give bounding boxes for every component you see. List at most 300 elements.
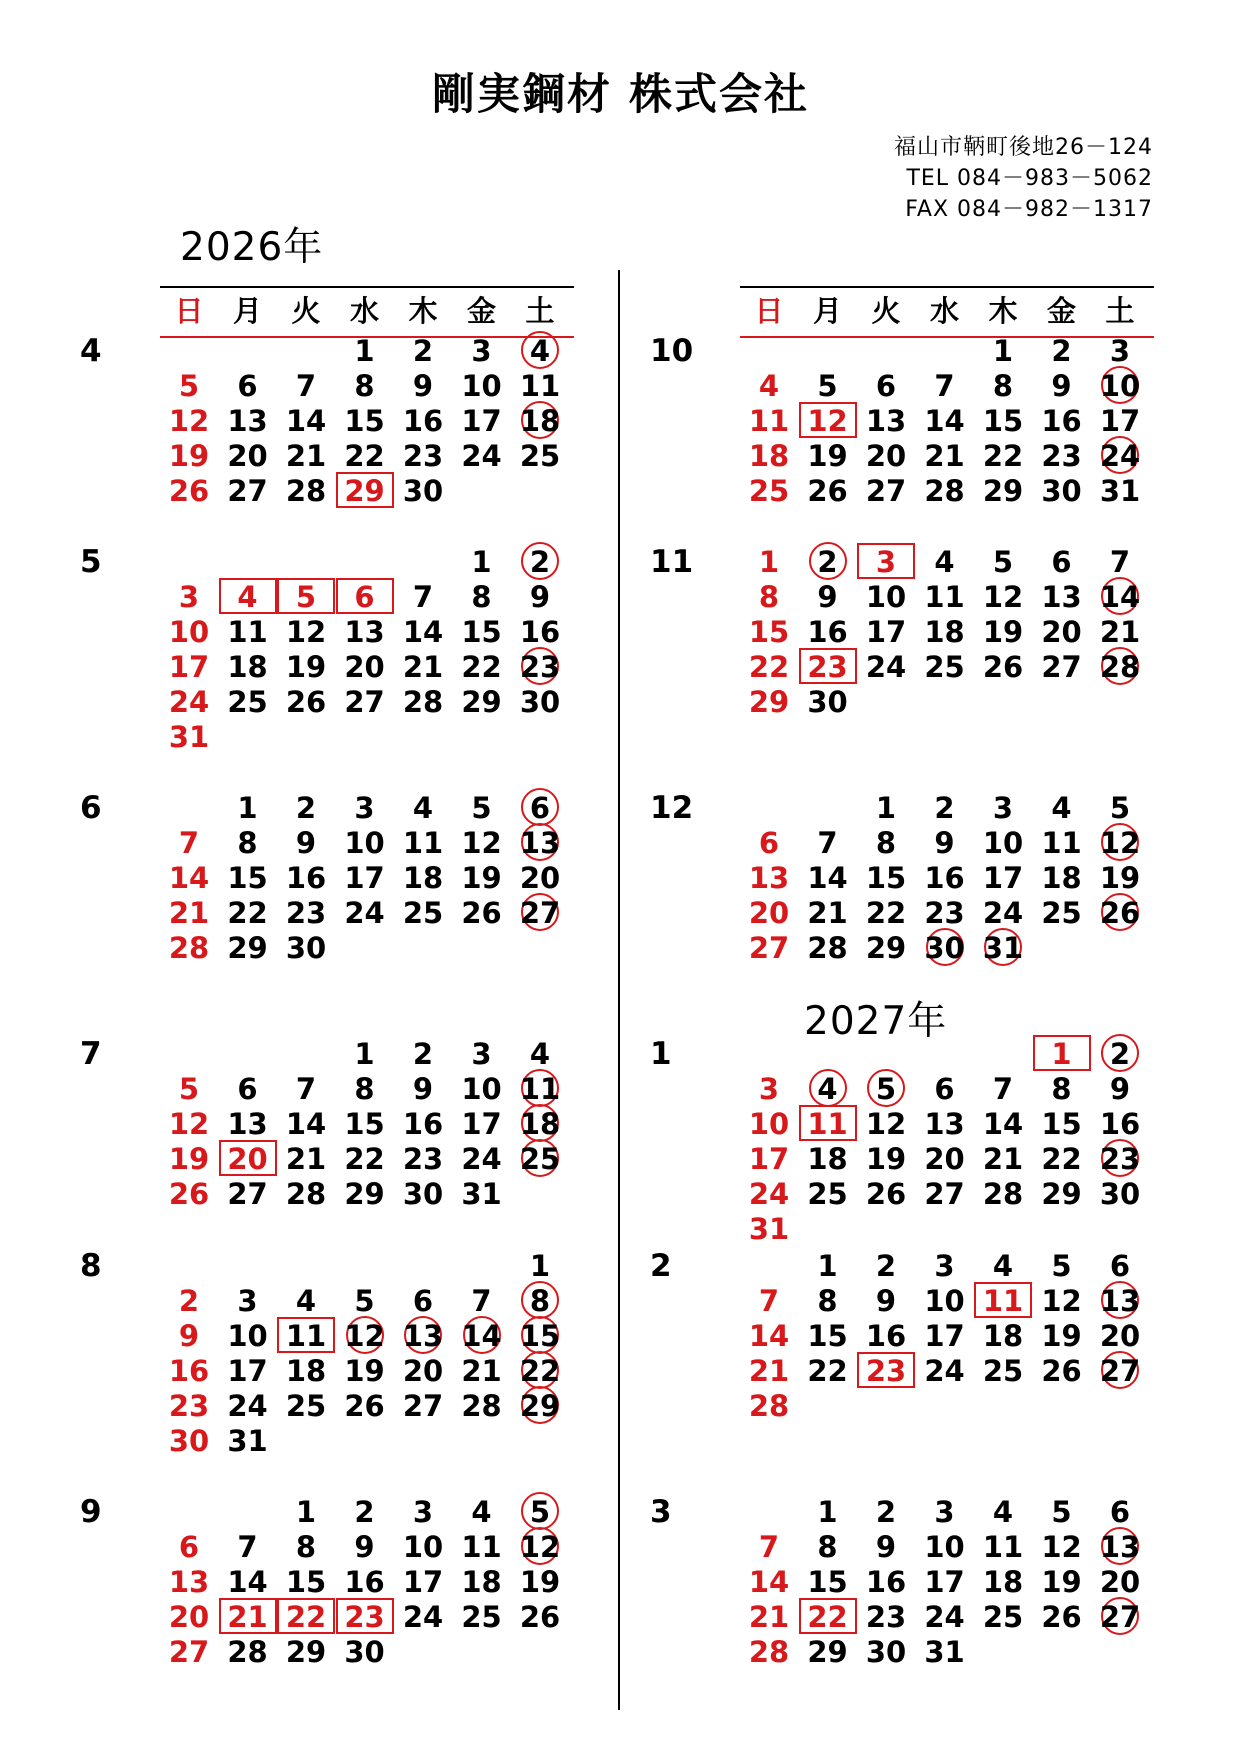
day-cell bbox=[740, 650, 798, 684]
day-cell bbox=[394, 580, 452, 614]
day-number: 10 bbox=[344, 826, 385, 860]
day-number: 21 bbox=[285, 1142, 327, 1176]
day-number: 24 bbox=[227, 1389, 268, 1423]
day-number: 14 bbox=[285, 404, 327, 438]
day-number: 1 bbox=[471, 545, 492, 579]
day-number: 9 bbox=[1109, 1072, 1131, 1106]
day-cell bbox=[336, 826, 394, 860]
day-cell bbox=[394, 439, 452, 473]
day-cell bbox=[511, 1249, 569, 1283]
day-cell bbox=[1091, 650, 1149, 684]
day-cell bbox=[974, 896, 1032, 930]
day-number: 14 bbox=[982, 1107, 1024, 1141]
day-number: 18 bbox=[1041, 861, 1082, 895]
day-cell bbox=[974, 404, 1032, 438]
day-cell bbox=[916, 931, 974, 965]
day-number: 8 bbox=[875, 826, 897, 860]
day-cell bbox=[857, 650, 915, 684]
day-cell bbox=[336, 334, 394, 368]
day-cell bbox=[160, 931, 218, 965]
day-number: 9 bbox=[934, 826, 955, 860]
day-cell bbox=[1033, 1249, 1091, 1283]
day-number: 8 bbox=[817, 1530, 838, 1564]
day-number: 10 bbox=[1099, 369, 1141, 403]
day-cell bbox=[916, 474, 974, 508]
day-cell bbox=[160, 826, 218, 860]
day-number: 26 bbox=[982, 650, 1024, 684]
day-number: 27 bbox=[1099, 1600, 1141, 1634]
day-number: 8 bbox=[529, 1284, 551, 1318]
day-cell bbox=[1091, 1072, 1149, 1106]
day-cell bbox=[511, 334, 569, 368]
day-number: 22 bbox=[1041, 1142, 1082, 1176]
day-number: 11 bbox=[748, 404, 790, 438]
day-number: 12 bbox=[982, 580, 1024, 614]
day-cell bbox=[219, 861, 277, 895]
day-cell bbox=[799, 474, 857, 508]
day-number: 16 bbox=[285, 861, 327, 895]
day-number: 21 bbox=[168, 896, 210, 930]
day-number: 1 bbox=[295, 1495, 317, 1529]
day-cell bbox=[1033, 791, 1091, 825]
day-cell bbox=[160, 1424, 218, 1458]
weekday-label: 金 bbox=[1046, 294, 1076, 328]
day-number: 18 bbox=[285, 1354, 327, 1388]
day-cell bbox=[740, 1530, 798, 1564]
day-cell bbox=[336, 650, 394, 684]
day-number: 19 bbox=[344, 1354, 385, 1388]
day-cell bbox=[1091, 1249, 1149, 1283]
day-number: 2 bbox=[354, 1495, 375, 1529]
day-number: 13 bbox=[1041, 580, 1082, 614]
day-number: 12 bbox=[807, 404, 848, 438]
day-cell bbox=[916, 1319, 974, 1353]
day-cell bbox=[740, 1319, 798, 1353]
day-cell bbox=[1033, 1142, 1091, 1176]
day-number: 15 bbox=[748, 615, 790, 649]
day-number: 6 bbox=[934, 1072, 955, 1106]
day-number: 18 bbox=[461, 1565, 502, 1599]
day-number: 31 bbox=[1099, 474, 1141, 508]
day-cell bbox=[453, 1284, 511, 1318]
day-cell bbox=[336, 615, 394, 649]
day-cell bbox=[394, 1072, 452, 1106]
day-cell bbox=[394, 1037, 452, 1071]
day-cell bbox=[453, 896, 511, 930]
day-number: 4 bbox=[817, 1072, 838, 1106]
day-cell bbox=[857, 1142, 915, 1176]
day-number: 19 bbox=[982, 615, 1024, 649]
day-cell bbox=[916, 1565, 974, 1599]
day-number: 6 bbox=[237, 369, 258, 403]
day-number: 25 bbox=[227, 685, 268, 719]
day-number: 22 bbox=[982, 439, 1024, 473]
day-number: 13 bbox=[865, 404, 907, 438]
day-cell bbox=[277, 1600, 335, 1634]
day-number: 6 bbox=[529, 791, 551, 825]
day-cell bbox=[336, 404, 394, 438]
day-cell bbox=[219, 369, 277, 403]
day-number: 20 bbox=[519, 861, 561, 895]
day-cell bbox=[453, 1530, 511, 1564]
day-cell bbox=[1091, 439, 1149, 473]
day-cell bbox=[974, 1354, 1032, 1388]
day-number: 18 bbox=[227, 650, 268, 684]
day-cell bbox=[1091, 404, 1149, 438]
day-cell bbox=[916, 650, 974, 684]
day-cell bbox=[453, 791, 511, 825]
day-number: 1 bbox=[875, 791, 897, 825]
day-number: 15 bbox=[982, 404, 1024, 438]
day-number: 13 bbox=[402, 1319, 444, 1353]
day-number: 12 bbox=[344, 1319, 385, 1353]
day-cell bbox=[511, 1037, 569, 1071]
weekday-header-right bbox=[740, 286, 1154, 338]
day-number: 13 bbox=[344, 615, 385, 649]
day-cell bbox=[1033, 1177, 1091, 1211]
day-cell bbox=[740, 545, 798, 579]
month-label: 1 bbox=[650, 1036, 672, 1072]
day-number: 16 bbox=[402, 1107, 444, 1141]
day-cell bbox=[394, 1284, 452, 1318]
day-cell bbox=[394, 1142, 452, 1176]
day-cell bbox=[1033, 545, 1091, 579]
day-number: 26 bbox=[168, 474, 210, 508]
day-number: 5 bbox=[1051, 1495, 1072, 1529]
day-number: 7 bbox=[237, 1530, 258, 1564]
day-cell bbox=[160, 404, 218, 438]
day-number: 11 bbox=[285, 1319, 327, 1353]
day-cell bbox=[277, 1072, 335, 1106]
day-cell bbox=[799, 1107, 857, 1141]
day-number: 23 bbox=[865, 1354, 907, 1388]
day-cell bbox=[394, 334, 452, 368]
day-number: 22 bbox=[344, 1142, 385, 1176]
day-number: 6 bbox=[1051, 545, 1072, 579]
day-number: 17 bbox=[1099, 404, 1141, 438]
day-cell bbox=[740, 1354, 798, 1388]
day-cell bbox=[336, 369, 394, 403]
day-cell bbox=[219, 580, 277, 614]
day-number: 26 bbox=[1099, 896, 1141, 930]
day-cell bbox=[277, 580, 335, 614]
month-label: 3 bbox=[650, 1494, 672, 1530]
day-cell bbox=[453, 615, 511, 649]
day-number: 3 bbox=[934, 1249, 955, 1283]
day-cell bbox=[916, 1284, 974, 1318]
day-cell bbox=[336, 1530, 394, 1564]
day-number: 27 bbox=[1099, 1354, 1141, 1388]
day-cell bbox=[1091, 1107, 1149, 1141]
day-number: 2 bbox=[1109, 1037, 1131, 1071]
day-cell bbox=[974, 615, 1032, 649]
day-cell bbox=[799, 615, 857, 649]
day-number: 10 bbox=[461, 1072, 502, 1106]
day-number: 25 bbox=[285, 1389, 327, 1423]
day-number: 24 bbox=[1099, 439, 1141, 473]
day-number: 28 bbox=[461, 1389, 502, 1423]
day-cell bbox=[799, 1249, 857, 1283]
day-number: 26 bbox=[807, 474, 848, 508]
day-cell bbox=[511, 791, 569, 825]
day-cell bbox=[277, 1319, 335, 1353]
day-number: 29 bbox=[519, 1389, 561, 1423]
day-number: 19 bbox=[519, 1565, 561, 1599]
day-number: 8 bbox=[992, 369, 1014, 403]
day-cell bbox=[277, 474, 335, 508]
day-cell bbox=[1091, 1284, 1149, 1318]
day-cell bbox=[740, 826, 798, 860]
day-cell bbox=[511, 1495, 569, 1529]
day-number: 26 bbox=[285, 685, 327, 719]
day-number: 24 bbox=[924, 1600, 965, 1634]
day-cell bbox=[219, 1354, 277, 1388]
day-number: 14 bbox=[807, 861, 848, 895]
day-number: 21 bbox=[748, 1600, 790, 1634]
day-cell bbox=[336, 1495, 394, 1529]
day-cell bbox=[219, 1177, 277, 1211]
day-number: 4 bbox=[992, 1249, 1014, 1283]
day-cell bbox=[1033, 439, 1091, 473]
month-label: 8 bbox=[80, 1248, 102, 1284]
day-cell bbox=[511, 1284, 569, 1318]
day-cell bbox=[453, 1177, 511, 1211]
day-number: 21 bbox=[227, 1600, 268, 1634]
day-cell bbox=[336, 896, 394, 930]
day-number: 28 bbox=[285, 474, 327, 508]
day-number: 27 bbox=[865, 474, 907, 508]
day-cell bbox=[453, 861, 511, 895]
day-number: 18 bbox=[519, 1107, 561, 1141]
day-cell bbox=[916, 1495, 974, 1529]
day-number: 25 bbox=[461, 1600, 502, 1634]
day-cell bbox=[160, 615, 218, 649]
day-number: 5 bbox=[295, 580, 317, 614]
day-cell bbox=[974, 826, 1032, 860]
day-cell bbox=[160, 1072, 218, 1106]
day-cell bbox=[277, 650, 335, 684]
day-cell bbox=[1033, 826, 1091, 860]
day-cell bbox=[277, 1354, 335, 1388]
day-cell bbox=[219, 1635, 277, 1669]
day-cell bbox=[336, 1072, 394, 1106]
day-cell bbox=[1033, 1284, 1091, 1318]
day-number: 9 bbox=[178, 1319, 200, 1353]
day-cell bbox=[857, 1600, 915, 1634]
day-number: 7 bbox=[758, 1530, 780, 1564]
day-cell bbox=[1033, 1319, 1091, 1353]
day-cell bbox=[277, 1635, 335, 1669]
day-number: 14 bbox=[461, 1319, 502, 1353]
day-cell bbox=[857, 1495, 915, 1529]
day-cell bbox=[916, 896, 974, 930]
day-cell bbox=[799, 545, 857, 579]
day-cell bbox=[799, 1565, 857, 1599]
day-number: 26 bbox=[1041, 1354, 1082, 1388]
day-number: 29 bbox=[461, 685, 502, 719]
day-number: 17 bbox=[924, 1565, 965, 1599]
day-number: 15 bbox=[344, 404, 385, 438]
day-cell bbox=[277, 685, 335, 719]
day-cell bbox=[394, 1177, 452, 1211]
day-cell bbox=[394, 369, 452, 403]
day-cell bbox=[394, 685, 452, 719]
month-label: 4 bbox=[80, 333, 102, 369]
day-number: 19 bbox=[1041, 1565, 1082, 1599]
day-number: 26 bbox=[519, 1600, 561, 1634]
day-cell bbox=[799, 650, 857, 684]
day-number: 20 bbox=[1099, 1565, 1141, 1599]
day-cell bbox=[160, 896, 218, 930]
day-number: 28 bbox=[168, 931, 210, 965]
day-number: 10 bbox=[461, 369, 502, 403]
day-number: 20 bbox=[748, 896, 790, 930]
day-number: 8 bbox=[758, 580, 780, 614]
day-number: 24 bbox=[461, 1142, 502, 1176]
day-cell bbox=[336, 791, 394, 825]
day-number: 18 bbox=[402, 861, 444, 895]
day-number: 2 bbox=[529, 545, 551, 579]
day-number: 2 bbox=[412, 334, 434, 368]
day-number: 2 bbox=[875, 1249, 897, 1283]
day-cell bbox=[336, 1284, 394, 1318]
day-number: 11 bbox=[982, 1530, 1024, 1564]
day-cell bbox=[799, 404, 857, 438]
day-number: 19 bbox=[807, 439, 848, 473]
day-number: 23 bbox=[924, 896, 965, 930]
day-number: 6 bbox=[354, 580, 375, 614]
day-number: 29 bbox=[982, 474, 1024, 508]
day-number: 23 bbox=[1099, 1142, 1141, 1176]
day-number: 7 bbox=[992, 1072, 1014, 1106]
day-number: 22 bbox=[285, 1600, 327, 1634]
day-number: 2 bbox=[817, 545, 838, 579]
day-cell bbox=[160, 1389, 218, 1423]
day-number: 29 bbox=[344, 474, 385, 508]
day-cell bbox=[511, 685, 569, 719]
day-number: 16 bbox=[168, 1354, 210, 1388]
day-number: 12 bbox=[1041, 1530, 1082, 1564]
day-number: 20 bbox=[865, 439, 907, 473]
day-number: 30 bbox=[285, 931, 327, 965]
day-number: 3 bbox=[471, 334, 492, 368]
day-number: 21 bbox=[402, 650, 444, 684]
day-number: 31 bbox=[924, 1635, 965, 1669]
company-address: 福山市鞆町後地26－124 bbox=[894, 135, 1153, 160]
day-number: 27 bbox=[344, 685, 385, 719]
day-number: 8 bbox=[354, 369, 375, 403]
day-number: 27 bbox=[227, 474, 268, 508]
day-number: 4 bbox=[471, 1495, 492, 1529]
day-number: 12 bbox=[1099, 826, 1141, 860]
day-number: 29 bbox=[227, 931, 268, 965]
day-number: 13 bbox=[519, 826, 561, 860]
day-number: 24 bbox=[344, 896, 385, 930]
day-number: 24 bbox=[865, 650, 907, 684]
day-number: 17 bbox=[344, 861, 385, 895]
day-cell bbox=[511, 1072, 569, 1106]
day-cell bbox=[799, 1354, 857, 1388]
day-cell bbox=[740, 1212, 798, 1246]
day-number: 11 bbox=[982, 1284, 1024, 1318]
day-cell bbox=[394, 650, 452, 684]
day-cell bbox=[511, 1565, 569, 1599]
day-cell bbox=[974, 931, 1032, 965]
day-number: 5 bbox=[1109, 791, 1131, 825]
day-number: 27 bbox=[227, 1177, 268, 1211]
day-cell bbox=[394, 615, 452, 649]
day-number: 6 bbox=[237, 1072, 258, 1106]
day-cell bbox=[453, 1319, 511, 1353]
day-cell bbox=[974, 1142, 1032, 1176]
day-number: 31 bbox=[982, 931, 1024, 965]
month-label: 12 bbox=[650, 790, 694, 826]
day-number: 29 bbox=[748, 685, 790, 719]
day-cell bbox=[277, 1107, 335, 1141]
day-cell bbox=[799, 1600, 857, 1634]
day-cell bbox=[453, 650, 511, 684]
day-cell bbox=[1033, 369, 1091, 403]
weekday-label: 木 bbox=[408, 294, 438, 328]
day-cell bbox=[453, 1107, 511, 1141]
day-number: 28 bbox=[924, 474, 965, 508]
day-number: 5 bbox=[1051, 1249, 1072, 1283]
day-number: 3 bbox=[934, 1495, 955, 1529]
day-cell bbox=[857, 826, 915, 860]
day-cell bbox=[160, 1107, 218, 1141]
day-number: 8 bbox=[471, 580, 492, 614]
day-cell bbox=[1033, 650, 1091, 684]
day-number: 25 bbox=[1041, 896, 1082, 930]
day-cell bbox=[740, 685, 798, 719]
day-number: 17 bbox=[982, 861, 1024, 895]
day-cell bbox=[219, 1319, 277, 1353]
day-cell bbox=[394, 791, 452, 825]
day-number: 20 bbox=[1099, 1319, 1141, 1353]
month-label: 9 bbox=[80, 1494, 102, 1530]
day-cell bbox=[277, 1530, 335, 1564]
day-number: 30 bbox=[344, 1635, 385, 1669]
day-number: 3 bbox=[412, 1495, 434, 1529]
day-number: 6 bbox=[875, 369, 897, 403]
day-number: 1 bbox=[529, 1249, 551, 1283]
day-number: 2 bbox=[934, 791, 955, 825]
day-number: 22 bbox=[807, 1354, 848, 1388]
day-number: 10 bbox=[924, 1530, 965, 1564]
day-number: 19 bbox=[168, 1142, 210, 1176]
day-cell bbox=[160, 650, 218, 684]
day-number: 9 bbox=[412, 369, 434, 403]
day-cell bbox=[160, 685, 218, 719]
day-number: 14 bbox=[168, 861, 210, 895]
day-cell bbox=[740, 404, 798, 438]
day-number: 15 bbox=[807, 1319, 848, 1353]
day-number: 20 bbox=[344, 650, 385, 684]
day-cell bbox=[394, 826, 452, 860]
day-cell bbox=[394, 1319, 452, 1353]
day-number: 4 bbox=[237, 580, 258, 614]
day-cell bbox=[1033, 1600, 1091, 1634]
day-number: 31 bbox=[227, 1424, 268, 1458]
day-number: 5 bbox=[529, 1495, 551, 1529]
day-cell bbox=[1033, 404, 1091, 438]
day-number: 13 bbox=[227, 1107, 268, 1141]
day-cell bbox=[453, 1072, 511, 1106]
day-number: 23 bbox=[402, 439, 444, 473]
day-cell bbox=[974, 1600, 1032, 1634]
day-cell bbox=[974, 580, 1032, 614]
day-number: 15 bbox=[519, 1319, 561, 1353]
